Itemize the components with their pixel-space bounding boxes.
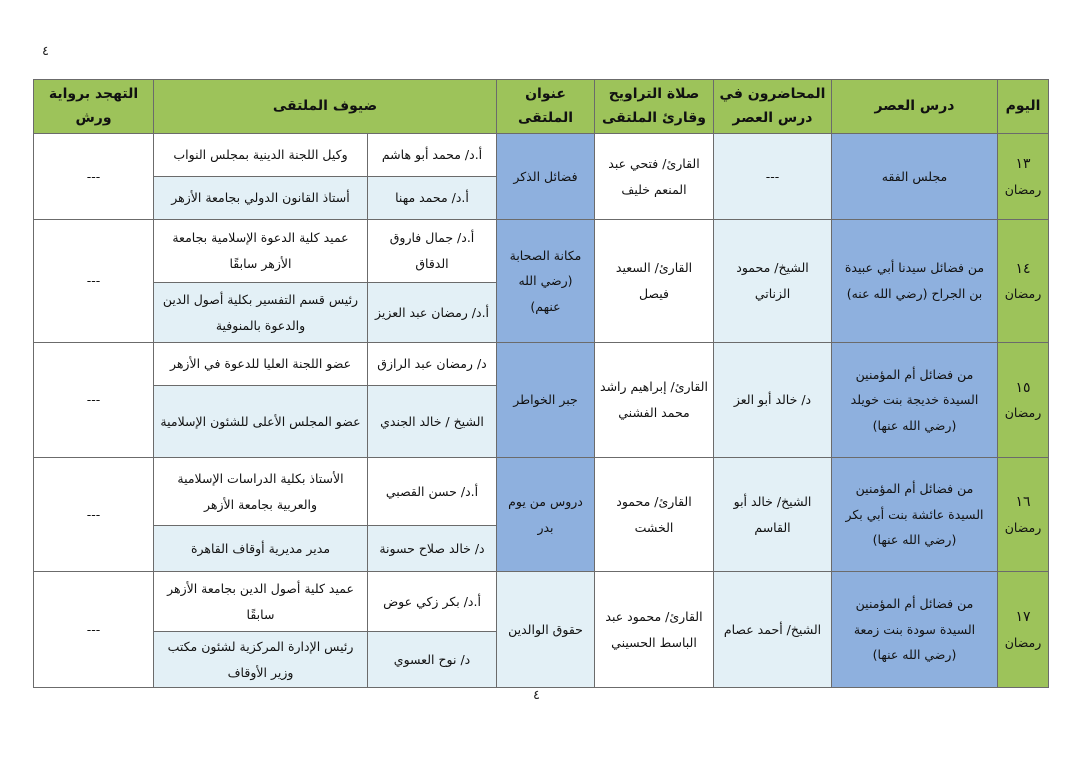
day-number: ١٣: [1015, 156, 1031, 173]
guest-title: عضو المجلس الأعلى للشئون الإسلامية: [154, 386, 368, 458]
tahajjud-cell: ---: [34, 572, 154, 688]
guest-name: أ.د/ رمضان عبد العزيز: [368, 283, 497, 343]
tahajjud-cell: ---: [34, 134, 154, 220]
tahajjud-cell: ---: [34, 458, 154, 572]
page-number-top: ٤: [42, 44, 49, 59]
taraweeh-cell: القارئ/ إبراهيم راشد محمد الفشني: [595, 343, 714, 458]
header-asr-lecturers: المحاضرون في درس العصر: [714, 80, 832, 134]
asr-lesson-cell: من فضائل أم المؤمنين السيدة سودة بنت زمعة (رضي الله عنها): [832, 572, 998, 688]
day-month: رمضان: [1004, 635, 1042, 651]
asr-lecturer-cell: الشيخ/ خالد أبو القاسم: [714, 458, 832, 572]
guest-title: رئيس قسم التفسير بكلية أصول الدين والدعوة بالمنوفية: [154, 283, 368, 343]
table-row: [34, 572, 1049, 632]
forum-title-cell: فضائل الذكر: [497, 134, 595, 220]
asr-lesson-cell: من فضائل أم المؤمنين السيدة عائشة بنت أبي بكر (رضي الله عنها): [832, 458, 998, 572]
day-cell: [998, 134, 1049, 220]
guest-name: د/ رمضان عبد الرازق: [368, 343, 497, 386]
asr-lecturer-cell: الشيخ/ محمود الزناتي: [714, 220, 832, 343]
tahajjud-cell: ---: [34, 220, 154, 343]
table-row: [34, 458, 1049, 526]
guest-title: وكيل اللجنة الدينية بمجلس النواب: [154, 134, 368, 177]
guest-title: رئيس الإدارة المركزية لشئون مكتب وزير الأوقاف: [154, 632, 368, 688]
asr-lecturer-cell: د/ خالد أبو العز: [714, 343, 832, 458]
day-number: ١٦: [1015, 494, 1031, 511]
day-number: ١٥: [1015, 379, 1031, 396]
guest-name: الشيخ / خالد الجندي: [368, 386, 497, 458]
day-cell: [998, 343, 1049, 458]
ramadan-schedule-table: [33, 79, 1049, 688]
guest-title: عميد كلية الدعوة الإسلامية بجامعة الأزهر سابقًا: [154, 220, 368, 283]
asr-lesson-cell: من فضائل سيدنا أبي عبيدة بن الجراح (رضي الله عنه): [832, 220, 998, 343]
day-month: رمضان: [1004, 181, 1042, 197]
guest-name: أ.د/ حسن القصبي: [368, 458, 497, 526]
header-taraweeh: صلاة التراويح وقارئ الملتقى: [595, 80, 714, 134]
day-month: رمضان: [1004, 519, 1042, 535]
guest-name: أ.د/ جمال فاروق الدقاق: [368, 220, 497, 283]
guest-name: أ.د/ بكر زكي عوض: [368, 572, 497, 632]
forum-title-cell: مكانة الصحابة (رضي الله عنهم): [497, 220, 595, 343]
forum-title-cell: حقوق الوالدين: [497, 572, 595, 688]
guest-title: مدير مديرية أوقاف القاهرة: [154, 526, 368, 572]
table-row: [34, 220, 1049, 283]
taraweeh-cell: القارئ/ السعيد فيصل: [595, 220, 714, 343]
header-day: اليوم: [998, 80, 1049, 134]
day-cell: [998, 220, 1049, 343]
day-number: ١٧: [1015, 609, 1031, 626]
taraweeh-cell: القارئ/ فتحي عبد المنعم خليف: [595, 134, 714, 220]
table-row: [34, 134, 1049, 177]
guest-title: أستاذ القانون الدولي بجامعة الأزهر: [154, 177, 368, 220]
day-month: رمضان: [1004, 286, 1042, 302]
guest-name: د/ خالد صلاح حسونة: [368, 526, 497, 572]
day-month: رمضان: [1004, 405, 1042, 421]
header-forum-guests: ضيوف الملتقى: [154, 80, 497, 134]
header-asr-lesson: درس العصر: [832, 80, 998, 134]
day-cell: [998, 572, 1049, 688]
asr-lesson-cell: مجلس الفقه: [832, 134, 998, 220]
page-number-bottom: ٤: [533, 688, 540, 703]
day-cell: [998, 458, 1049, 572]
guest-title: عميد كلية أصول الدين بجامعة الأزهر سابقًا: [154, 572, 368, 632]
guest-name: أ.د/ محمد مهنا: [368, 177, 497, 220]
guest-title: عضو اللجنة العليا للدعوة في الأزهر: [154, 343, 368, 386]
table-row: [34, 343, 1049, 386]
taraweeh-cell: القارئ/ محمود عبد الباسط الحسيني: [595, 572, 714, 688]
guest-title: الأستاذ بكلية الدراسات الإسلامية والعربية بجامعة الأزهر: [154, 458, 368, 526]
forum-title-cell: دروس من يوم بدر: [497, 458, 595, 572]
asr-lesson-cell: من فضائل أم المؤمنين السيدة خديجة بنت خويلد (رضي الله عنها): [832, 343, 998, 458]
asr-lecturer-cell: ---: [714, 134, 832, 220]
day-number: ١٤: [1015, 260, 1031, 277]
header-tahajjud: التهجد برواية ورش: [34, 80, 154, 134]
header-forum-title: عنوان الملتقى: [497, 80, 595, 134]
forum-title-cell: جبر الخواطر: [497, 343, 595, 458]
header-row: [34, 80, 1049, 134]
guest-name: أ.د/ محمد أبو هاشم: [368, 134, 497, 177]
asr-lecturer-cell: الشيخ/ أحمد عصام: [714, 572, 832, 688]
guest-name: د/ نوح العسوي: [368, 632, 497, 688]
taraweeh-cell: القارئ/ محمود الخشت: [595, 458, 714, 572]
tahajjud-cell: ---: [34, 343, 154, 458]
